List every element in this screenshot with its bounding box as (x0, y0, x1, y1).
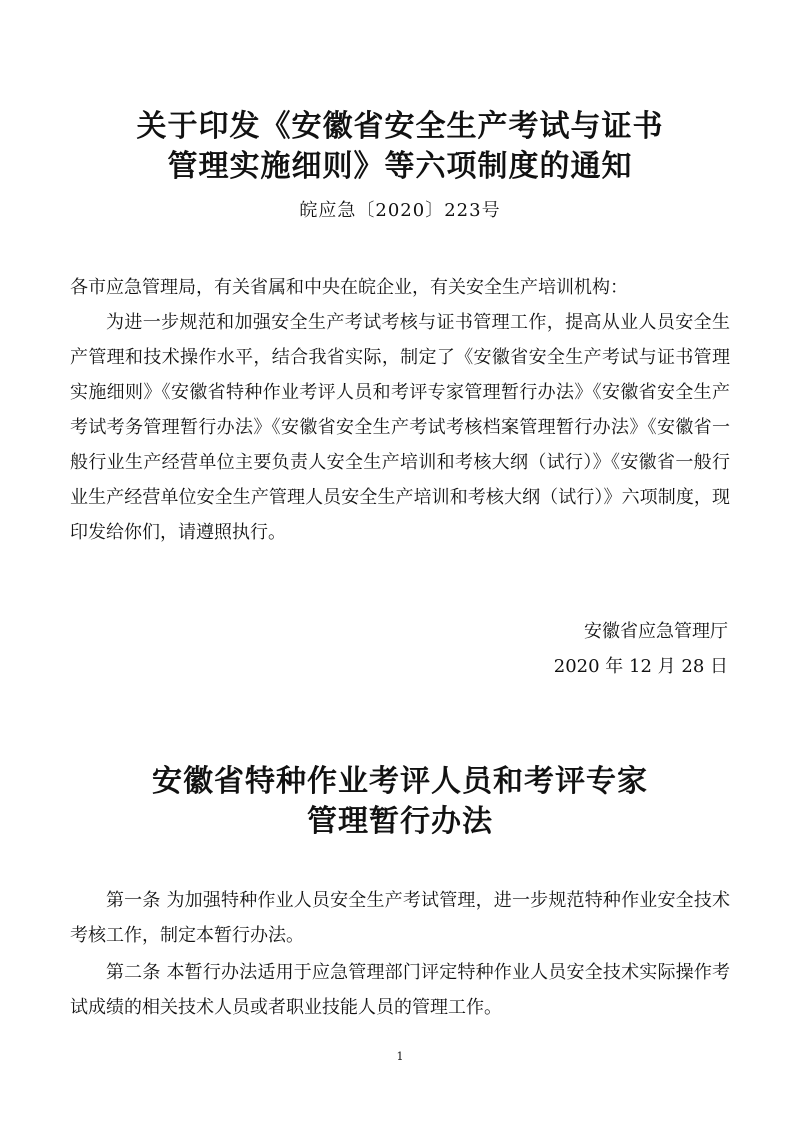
issue-date: 2020 年 12 月 28 日 (553, 656, 728, 677)
notice-body: 为进一步规范和加强安全生产考试考核与证书管理工作，提高从业人员安全生产管理和技术操作水平，结合我省实际，制定了《安徽省安全生产考试与证书管理实施细则》《安徽省特种作业考评人员和考评专家管理暂行办法》《安徽省安全生产考试考务管理暂行办法》《安徽省安全生产考试考核档案管理暂行办法》《安徽省一般行业生产经营单位主要负责人安全生产培训和考核大纲（试行）》《安徽省一般行业生产经营单位安全生产管理人员安全生产培训和考核大纲（试行）》六项制度，现印发给你们，请遵照执行。 (70, 312, 730, 543)
measures-title-line2: 管理暂行办法 (307, 804, 493, 839)
article-1: 第一条 为加强特种作业人员安全生产考试管理，进一步规范特种作业安全技术考核工作，制定本暂行办法。 (70, 890, 730, 946)
page-number: 1 (396, 1050, 404, 1063)
recipients-line: 各市应急管理局，有关省属和中央在皖企业，有关安全生产培训机构： (70, 277, 628, 298)
document-number: 皖应急〔2020〕223号 (299, 200, 501, 221)
article-2: 第二条 本暂行办法适用于应急管理部门评定特种作业人员安全技术实际操作考试成绩的相关技术人员或者职业技能人员的管理工作。 (70, 962, 730, 1018)
issuer-name: 安徽省应急管理厅 (584, 621, 728, 642)
notice-title-line1: 关于印发《安徽省安全生产考试与证书 (136, 109, 664, 144)
measures-title-line1: 安徽省特种作业考评人员和考评专家 (152, 764, 648, 799)
notice-title-line2: 管理实施细则》等六项制度的通知 (167, 149, 633, 184)
